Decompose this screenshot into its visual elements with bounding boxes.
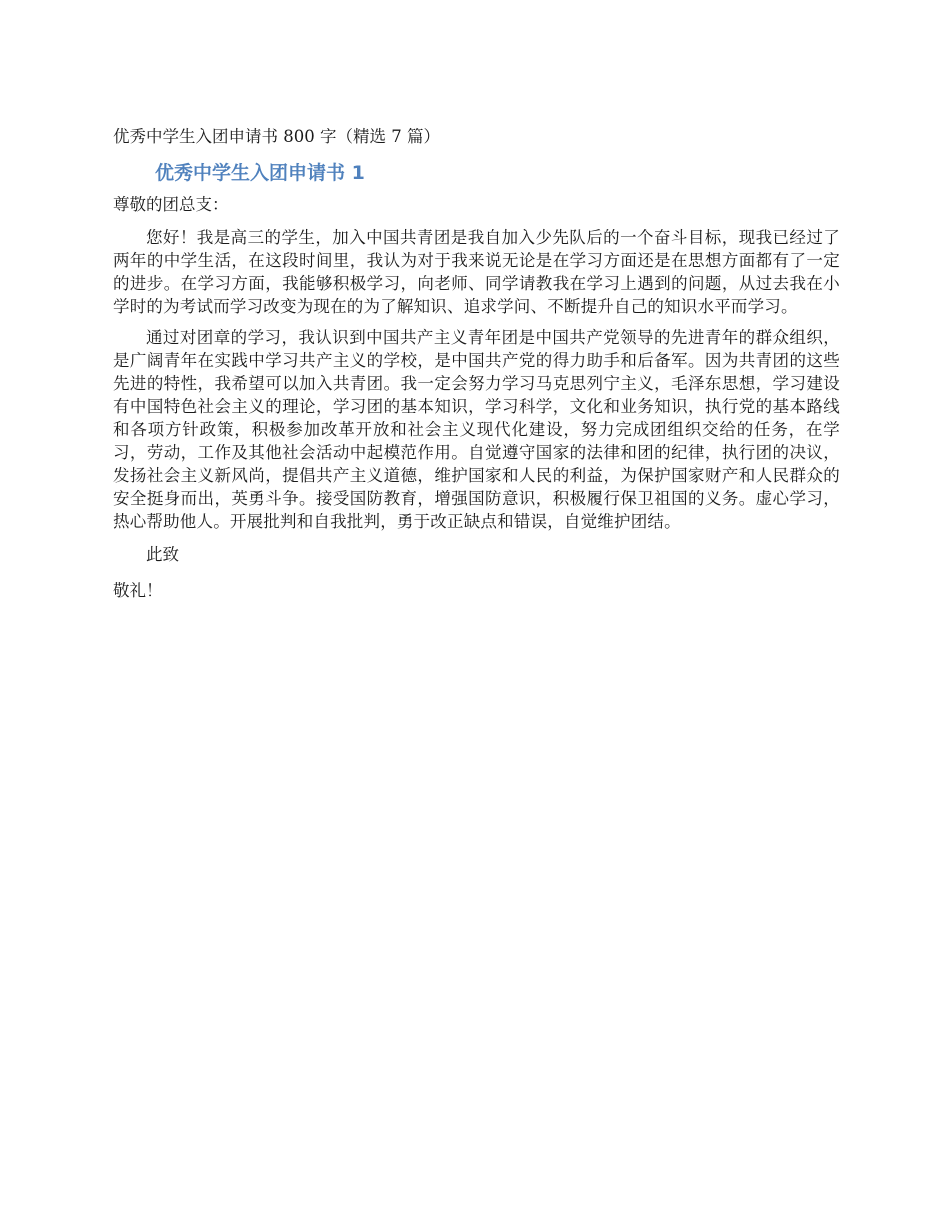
body-paragraph-1: 您好！我是高三的学生，加入中国共青团是我自加入少先队后的一个奋斗目标，现我已经过了两年的中学生活，在这段时间里，我认为对于我来说无论是在学习方面还是在思想方面都有了一定的进步。在学习方面，我能够积极学习，向老师、同学请教我在学习上遇到的问题，从过去我在小学时的为考试而学习改变为现在的为了解知识、追求学问、不断提升自己的知识水平而学习。 <box>113 228 840 316</box>
document-title: 优秀中学生入团申请书 800 字（精选 7 篇） <box>113 127 440 146</box>
document-page <box>113 124 840 604</box>
salutation: 尊敬的团总支： <box>113 195 229 214</box>
regards-line: 敬礼！ <box>113 581 163 600</box>
body-paragraph-2: 通过对团章的学习，我认识到中国共产主义青年团是中国共产党领导的先进青年的群众组织，是广阔青年在实践中学习共产主义的学校，是中国共产党的得力助手和后备军。因为共青团的这些先进的特性，我希望可以加入共青团。我一定会努力学习马克思列宁主义，毛泽东思想，学习建设有中国特色社会主义的理论，学习团的基本知识，学习科学，文化和业务知识，执行党的基本路线和各项方针政策，积极参加改革开放和社会主义现代化建设，努力完成团组织交给的任务，在学习，劳动，工作及其他社会活动中起模范作用。自觉遵守国家的法律和团的纪律，执行团的决议，发扬社会主义新风尚，提倡共产主义道德，维护国家和人民的利益，为保护国家财产和人民群众的安全挺身而出，英勇斗争。接受国防教育，增强国防意识，积极履行保卫祖国的义务。虚心学习，热心帮助他人。开展批判和自我批判，勇于改正缺点和错误，自觉维护团结。 <box>113 328 840 531</box>
section-heading: 优秀中学生入团申请书 1 <box>155 162 365 184</box>
closing-line: 此致 <box>146 545 179 564</box>
